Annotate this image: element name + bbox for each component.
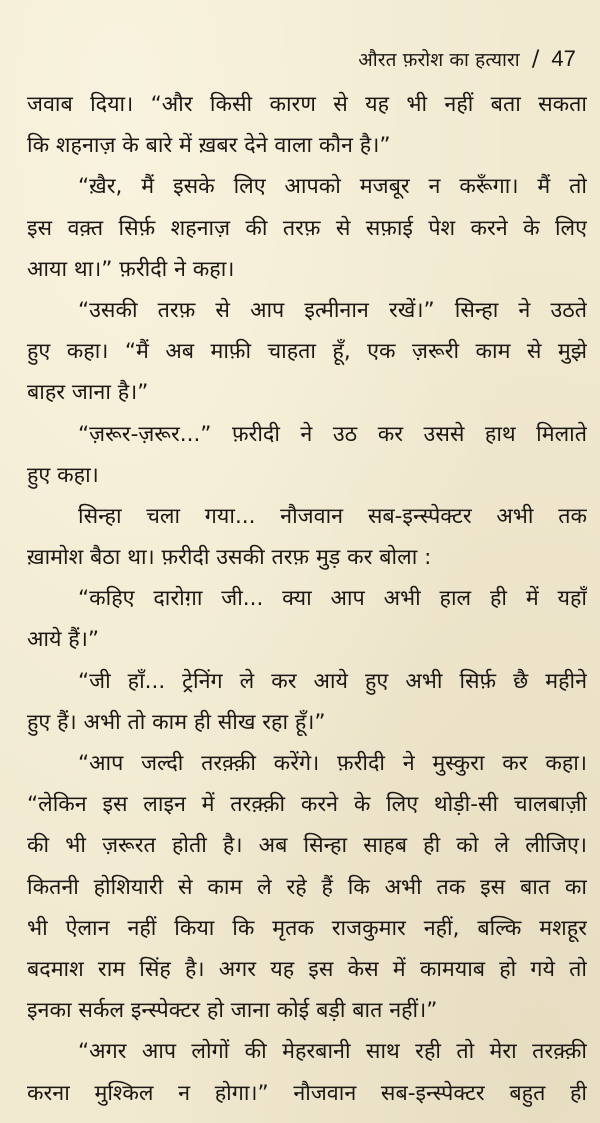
text-line: करना मुश्किल न होगा।” नौजवान सब-इन्स्पेक्टर बहुत ही [27, 1080, 587, 1106]
page-number: 47 [551, 46, 576, 71]
text-line: कि शहनाज़ के बारे में ख़बर देने वाला कौन है।” [27, 133, 391, 159]
text-line: इस वक़्त सिर्फ़ शहनाज़ की तरफ़ से सफ़ाई पेश करने के लिए [27, 215, 587, 241]
text-line: ख़ामोश बैठा था। फ़रीदी उसकी तरफ़ मुड़ कर बोला : [27, 545, 432, 571]
text-line: “अगर आप लोगों की मेहरबानी साथ रही तो मेरा तरक़्क़ी [78, 1039, 587, 1065]
text-line: “लेकिन इस लाइन में तरक़्क़ी करने के लिए थोड़ी-सी चालबाज़ी [27, 792, 587, 818]
text-line: बाहर जाना है।” [27, 380, 149, 406]
text-line: कितनी होशियारी से काम ले रहे हैं कि अभी तक इस बात का [27, 874, 587, 900]
text-line: “ज़रूर-ज़रूर...” फ़रीदी ने उठ कर उससे हाथ मिलाते [78, 421, 587, 447]
header-separator: / [531, 47, 540, 72]
text-line: “उसकी तरफ़ से आप इत्मीनान रखें।” सिन्हा ने उठते [78, 297, 587, 323]
text-line: आये हैं।” [27, 627, 99, 653]
text-line: भी ऐलान नहीं किया कि मृतक राजकुमार नहीं, बल्कि मशहूर [27, 915, 587, 941]
text-line: आया था।” फ़रीदी ने कहा। [27, 256, 235, 282]
text-line: “कहिए दारोग़ा जी... क्या आप अभी हाल ही में यहाँ [78, 586, 587, 612]
text-line: हुए कहा। “मैं अब माफ़ी चाहता हूँ, एक ज़रूरी काम से मुझे [27, 339, 587, 365]
body-text [27, 84, 587, 1114]
text-line: इनका सर्कल इन्स्पेक्टर हो जाना कोई बड़ी बात नहीं।” [27, 998, 438, 1024]
text-line: “ख़ैर, मैं इसके लिए आपको मजबूर न करूँगा। मैं तो [78, 174, 587, 200]
text-line: की भी ज़रूरत होती है। अब सिन्हा साहब ही को ले लीजिए। [27, 833, 587, 859]
running-title: औरत फ़रोश का हत्यारा [358, 49, 520, 71]
running-header [358, 46, 576, 72]
text-line: जवाब दिया। “और किसी कारण से यह भी नहीं बता सकता [27, 92, 587, 117]
text-line: “जी हाँ... ट्रेनिंग ले कर आये हुए अभी सिर्फ़ छै महीने [78, 668, 587, 694]
text-line: हुए हैं। अभी तो काम ही सीख रहा हूँ।” [27, 709, 326, 735]
text-line: सिन्हा चला गया... नौजवान सब-इन्स्पेक्टर अभी तक [78, 503, 587, 529]
text-line: बदमाश राम सिंह है। अगर यह इस केस में कामयाब हो गये तो [27, 956, 587, 982]
text-line: “आप जल्दी तरक़्क़ी करेंगे। फ़रीदी ने मुस्कुरा कर कहा। [78, 751, 587, 776]
text-line: हुए कहा। [27, 462, 99, 488]
